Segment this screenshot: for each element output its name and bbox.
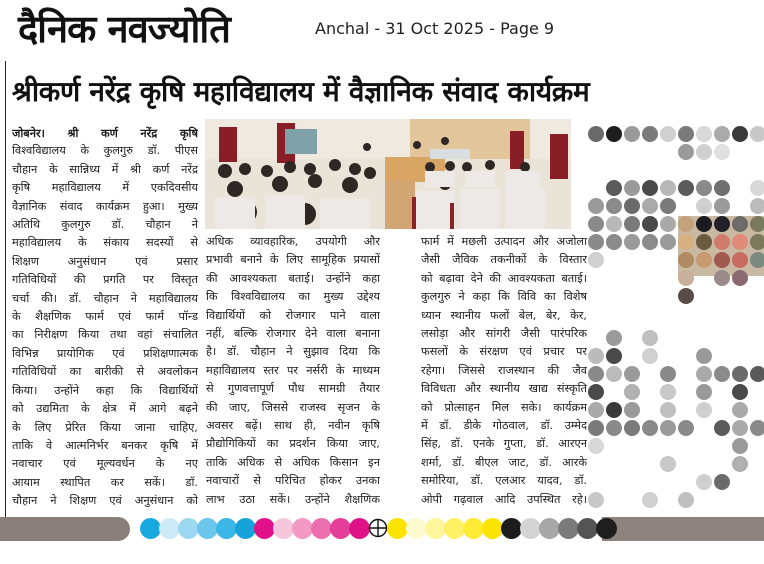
article-line: विद्यार्थियों को रोजगार पाने वाला	[206, 308, 380, 322]
article-line: रहेगा। जिससे राजस्थान की जैव	[421, 363, 587, 377]
article-line: लाभ उठा सकें। उन्होंने शैक्षणिक	[206, 492, 380, 506]
color-swatch	[501, 518, 522, 539]
article-line: चौहान ने शिक्षण एवं अनुसंधान को	[12, 494, 198, 508]
article-line: जोबनेर। श्री कर्ण नरेंद्र कृषि	[12, 126, 198, 140]
article-line: महाविद्यालय के संकाय सदस्यों से	[12, 236, 198, 250]
article-line: प्रभावी बनाने के लिए सामूहिक प्रयासों	[206, 253, 380, 267]
article-line: सिंह, डॉ. एनके गुप्ता, डॉ. आरएन	[421, 437, 587, 451]
edition-label: Anchal - 31 Oct 2025 - Page 9	[315, 19, 555, 38]
color-swatch	[425, 518, 446, 539]
article-line: कुलगुरु ने कहा कि विवि का विशेष	[421, 290, 587, 304]
article-line: चौहान के सान्निध्य में श्री कर्ण नरेंद्र	[12, 162, 198, 176]
color-swatch	[197, 518, 218, 539]
color-swatch	[387, 518, 408, 539]
color-swatch	[159, 518, 180, 539]
color-swatch	[596, 518, 617, 539]
print-color-registration-bar	[0, 517, 764, 541]
article-line: है। डॉ. चौहान ने सुझाव दिया कि	[206, 345, 380, 359]
article-line: की जाए, जिससे राजस्व सृजन के	[206, 400, 380, 414]
article-line: विविधता और स्थानीय खाद्य संस्कृति	[421, 382, 587, 396]
print-bar-left-strip	[0, 517, 130, 541]
article-column-2	[206, 233, 380, 509]
article-headline: श्रीकर्ण नरेंद्र कृषि महाविद्यालय में वैज्ञानिक संवाद कार्यक्रम	[12, 75, 590, 108]
article-line: किया। उन्होंने कहा कि विद्यार्थियों	[12, 383, 198, 397]
article-line: का निरीक्षण किया तथा वहां संचालित	[12, 328, 198, 342]
color-swatch	[273, 518, 294, 539]
article-line: ध्यान स्थानीय फलों बेल, बेर, केर,	[421, 308, 587, 322]
column-rule	[5, 61, 6, 523]
article-line: शिक्षण अनुसंधान एवं प्रसार	[12, 254, 198, 268]
article-line: में डॉ. डीके गोठवाल, डॉ. उम्मेद	[421, 419, 587, 433]
article-line: को उद्यमिता के क्षेत्र में आगे बढ़ने	[12, 402, 198, 416]
color-swatch	[539, 518, 560, 539]
print-bar-right-strip	[602, 517, 764, 541]
article-column-1	[12, 124, 198, 511]
article-line: चर्चा की। डॉ. चौहान ने महाविद्यालय	[12, 291, 198, 305]
article-line: की आवश्यकता बताई। उन्होंने कहा	[206, 271, 380, 285]
article-line: वैज्ञानिक संवाद कार्यक्रम हुआ। मुख्य	[12, 199, 198, 213]
article-line: फसलों के संरक्षण एवं प्रचार पर	[421, 345, 587, 359]
color-swatch	[463, 518, 484, 539]
article-line: के शैक्षणिक फार्म एवं फार्म पॉन्ड	[12, 310, 198, 324]
color-swatch	[292, 518, 313, 539]
audience-hall-image	[205, 119, 571, 229]
article-line: आयाम स्थापित कर सकें। डॉ.	[12, 475, 198, 489]
article-line: विश्वविद्यालय के कुलगुरु डॉ. पीएस	[12, 144, 198, 158]
newspaper-masthead: दैनिक नवज्योति	[18, 7, 230, 51]
article-line: नहीं, बल्कि रोजगार देने वाला बनाना	[206, 327, 380, 341]
color-swatch	[406, 518, 427, 539]
article-line: अतिथि कुलगुरु डॉ. चौहान ने	[12, 218, 198, 232]
color-swatch	[349, 518, 370, 539]
article-line: के लिए प्रेरित किया जाना चाहिए,	[12, 420, 198, 434]
color-swatch	[330, 518, 351, 539]
color-swatch	[178, 518, 199, 539]
color-swatch	[254, 518, 275, 539]
article-line: कि विश्वविद्यालय का मुख्य उद्देश्य	[206, 290, 380, 304]
color-swatch	[520, 518, 541, 539]
article-line: को प्रोत्साहन मिल सके। कार्यक्रम	[421, 400, 587, 414]
article-line: अवसर बढ़ें। साथ ही, नवीन कृषि	[206, 419, 380, 433]
article-line: ताकि वे आत्मनिर्भर बनकर कृषि में	[12, 438, 198, 452]
color-swatch	[216, 518, 237, 539]
article-line: को बढ़ावा देने की आवश्यकता बताई।	[421, 271, 587, 285]
color-swatch	[444, 518, 465, 539]
article-line: महाविद्यालय स्तर पर नर्सरी के माध्यम	[206, 363, 380, 377]
color-swatch	[577, 518, 598, 539]
article-line: विभिन्न प्रायोगिक एवं प्रशिक्षणात्मक	[12, 346, 198, 360]
article-photo	[205, 119, 571, 229]
article-line: लसोड़ा और सांगरी जैसी पारंपरिक	[421, 327, 587, 341]
article-line: ओपी गढ़वाल आदि उपस्थित रहे।	[421, 492, 587, 506]
article-line: जैसी जैविक तकनीकों के विस्तार	[421, 253, 587, 267]
article-line: कृषि महाविद्यालय में एकदिवसीय	[12, 181, 198, 195]
article-line: से गुणवत्तापूर्ण पौध सामग्री तैयार	[206, 382, 380, 396]
color-swatch	[558, 518, 579, 539]
color-swatch	[140, 518, 161, 539]
pixelated-adjacent-content	[586, 120, 764, 520]
article-line: नवाचार एवं मूल्यवर्धन के नए	[12, 457, 198, 471]
article-line: गतिविधियों का बारीकी से अवलोकन	[12, 365, 198, 379]
article-line: अधिक व्यावहारिक, उपयोगी और	[206, 235, 380, 248]
article-line: शर्मा, डॉ. बीएल जाट, डॉ. आरके	[421, 455, 587, 469]
article-line: फार्म में मछली उत्पादन और अजोला	[421, 235, 587, 248]
article-line: प्रौद्योगिकियों का प्रदर्शन किया जाए,	[206, 437, 380, 451]
article-line: समोरिया, डॉ. एलआर यादव, डॉ.	[421, 474, 587, 488]
color-swatch	[235, 518, 256, 539]
pixelated-dots-image	[586, 120, 764, 520]
color-swatch	[311, 518, 332, 539]
article-line: गतिविधियों की प्रगति पर विस्तृत	[12, 273, 198, 287]
article-line: ताकि अधिक से अधिक किसान इन	[206, 455, 380, 469]
color-swatch	[482, 518, 503, 539]
article-line: नवाचारों से परिचित होकर उनका	[206, 474, 380, 488]
article-column-3	[421, 233, 587, 509]
registration-mark-icon	[368, 518, 388, 538]
